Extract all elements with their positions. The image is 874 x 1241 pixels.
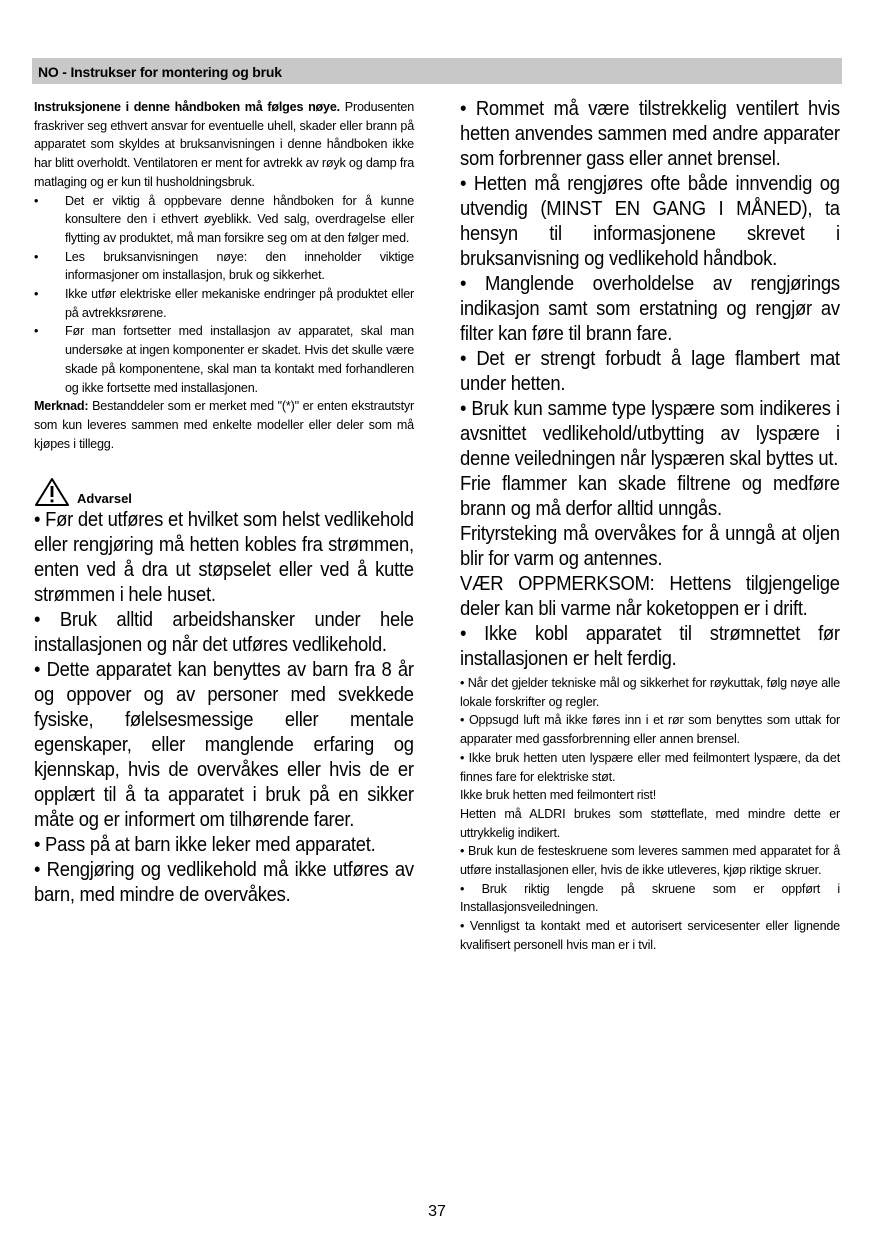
safety-paragraph: Frityrsteking må overvåkes for å unngå at oljen blir for varm og antennes. bbox=[460, 522, 840, 570]
safety-paragraphs-large bbox=[460, 96, 840, 671]
safety-note: • Bruk kun de festeskruene som leveres sammen med apparatet for å utføre installasjonen eller, hvis de ikke utleveres, kjøp riktige skruer. bbox=[460, 844, 840, 878]
bullet-item: • Les bruksanvisningen nøye: den inneholder viktige informasjoner om installasjon, bruk og sikkerhet. bbox=[34, 249, 414, 283]
safety-paragraph: Frie flammer kan skade filtrene og medføre brann og må derfor alltid unngås. bbox=[460, 472, 840, 520]
safety-paragraphs-small bbox=[460, 674, 840, 955]
safety-paragraph: VÆR OPPMERKSOM: Hettens tilgjengelige deler kan bli varme når koketoppen er i drift. bbox=[460, 572, 840, 620]
warning-item: • Dette apparatet kan benyttes av barn fra 8 år og oppover og av personer med svekkede fysiske, følelsesmessige eller mentale egenskaper, eller manglende erfaring og kjennskap, hvis de overvåkes eller hvis de er opplært til å ta apparatet i bruk på en sikker måte og er informert om tilhørende farer. bbox=[34, 658, 414, 832]
safety-paragraph: • Rommet må være tilstrekkelig ventilert hvis hetten anvendes sammen med andre apparater som forbrenner gass eller annet brensel. bbox=[460, 97, 840, 170]
left-column bbox=[34, 98, 414, 907]
right-column bbox=[460, 96, 840, 955]
bullet-item: • Ikke utfør elektriske eller mekaniske endringer på produktet eller på avtrekksrørene. bbox=[34, 287, 414, 320]
note-text: Bestanddeler som er merket med "(*)" er enten ekstrautstyr som kun leveres sammen med enkelte modeller eller deler som må kjøpes i tillegg. bbox=[34, 399, 414, 451]
warning-item: • Bruk alltid arbeidshansker under hele installasjonen og når det utføres vedlikehold. bbox=[34, 608, 414, 657]
bullet-dot: • bbox=[34, 193, 39, 208]
warning-triangle-icon bbox=[34, 477, 70, 507]
page-number: 37 bbox=[428, 1203, 446, 1220]
safety-note: Ikke bruk hetten med feilmontert rist! bbox=[460, 788, 657, 803]
intro-paragraph bbox=[34, 98, 414, 192]
warning-list bbox=[34, 507, 414, 907]
section-header bbox=[32, 58, 842, 84]
bullet-item: • Før man fortsetter med installasjon av apparatet, skal man undersøke at ingen komponenter er skadet. Hvis det skulle være skade på komponentene, skal man ta kontakt med forhandleren og ikke fortsette med installasjonen. bbox=[34, 324, 414, 395]
section-title: NO - Instrukser for montering og bruk bbox=[38, 64, 282, 80]
warning-item: • Pass på at barn ikke leker med apparatet. bbox=[34, 833, 376, 857]
safety-note: • Ikke bruk hetten uten lyspære eller med feilmontert lyspære, da det finnes fare for elektriske støt. bbox=[460, 750, 840, 784]
intro-text: Produsenten fraskriver seg ethvert ansvar for eventuelle uhell, skader eller brann på apparatet som skyldes at bruksanvisningen i denne håndboken ikke har blitt overholdt. Ventilatoren er ment for avtrekk av røyk og damp fra matlaging og er kun til husholdningsbruk. bbox=[34, 100, 414, 189]
warning-item: • Før det utføres et hvilket som helst vedlikehold eller rengjøring må hetten kobles fra strømmen, enten ved å dra ut støpselet eller ved å kutte strømmen i hele huset. bbox=[34, 508, 414, 607]
safety-paragraph: • Ikke kobl apparatet til strømnettet før installasjonen er helt ferdig. bbox=[460, 622, 840, 670]
note-label: Merknad: bbox=[34, 399, 89, 414]
warning-heading bbox=[34, 477, 414, 507]
safety-paragraph: • Det er strengt forbudt å lage flambert mat under hetten. bbox=[460, 347, 840, 395]
warning-label: Advarsel bbox=[77, 491, 132, 507]
safety-paragraph: • Hetten må rengjøres ofte både innvendig og utvendig (MINST EN GANG I MÅNED), ta hensyn til informasjonene skrevet i bruksanvisning og vedlikehold håndbok. bbox=[460, 172, 840, 270]
bullet-item: • Det er viktig å oppbevare denne håndboken for å kunne konsultere den i ethvert øyeblikk. Ved salg, overdragelse eller flytting av produktet, må man forsikre seg om at den følger med. bbox=[34, 193, 414, 245]
safety-paragraph: • Bruk kun samme type lyspære som indikeres i avsnittet vedlikehold/utbytting av lyspære i denne veiledningen når lyspæren skal byttes ut. bbox=[460, 397, 840, 470]
safety-paragraph: • Manglende overholdelse av rengjørings indikasjon samt som erstatning og rengjør av filter kan føre til brann fare. bbox=[460, 272, 840, 345]
bullet-dot: • bbox=[34, 287, 39, 302]
safety-note: • Når det gjelder tekniske mål og sikkerhet for røykuttak, følg nøye alle lokale forskrifter og regler. bbox=[460, 676, 840, 709]
bullet-dot: • bbox=[34, 324, 39, 339]
safety-note: • Vennligst ta kontakt med et autorisert servicesenter eller lignende kvalifisert personell hvis man er i tvil. bbox=[460, 919, 840, 952]
note-paragraph bbox=[34, 397, 414, 453]
safety-note: Hetten må ALDRI brukes som støtteflate, med mindre dette er uttrykkelig indikert. bbox=[460, 806, 840, 840]
instruction-bullets bbox=[34, 192, 414, 398]
bullet-dot: • bbox=[34, 249, 39, 264]
safety-note: • Oppsugd luft må ikke føres inn i et rør som benyttes som uttak for apparater med gassforbrenning eller annen brensel. bbox=[460, 713, 840, 747]
intro-bold: Instruksjonene i denne håndboken må følges nøye. bbox=[34, 100, 340, 114]
safety-note: • Bruk riktig lengde på skruene som er oppført i Installasjonsveiledningen. bbox=[460, 881, 840, 915]
warning-item: • Rengjøring og vedlikehold må ikke utføres av barn, med mindre de overvåkes. bbox=[34, 858, 414, 907]
